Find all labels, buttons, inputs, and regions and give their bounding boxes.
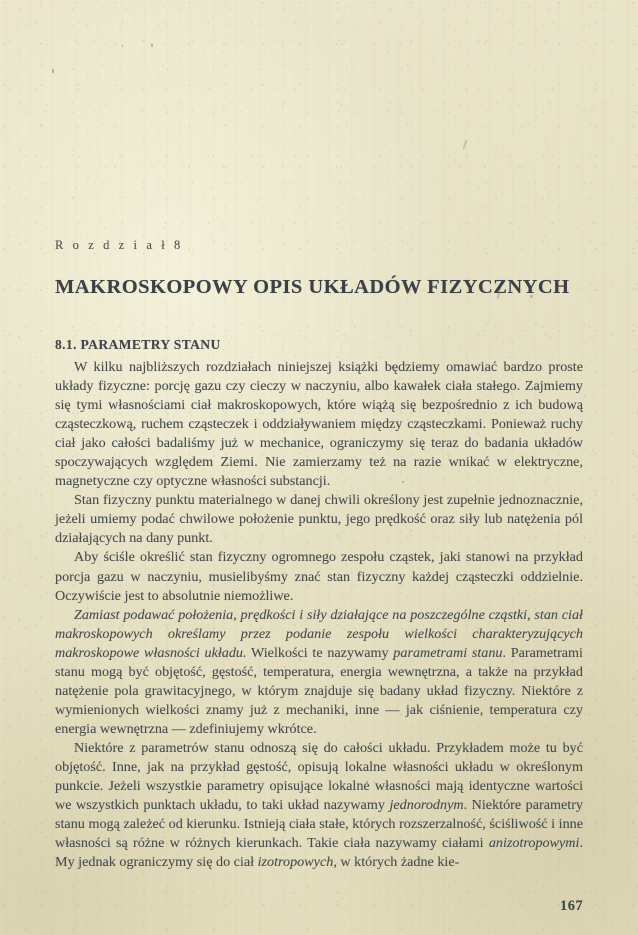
paragraph-text: . My jednak ograniczymy się do ciał [55, 835, 583, 871]
paragraph-text: . Niektóre parametry stanu mogą zależeć od kierunku. Istnieją ciała stałe, których rozszerzalność, ściśliwość i inne własności są różne w różnych kierunkach. Takie ciała nazywamy ciałami [55, 797, 583, 852]
paragraph [55, 548, 583, 605]
paragraph-text: Stan fizyczny punktu materialnego w danej chwili określony jest zupełnie jednoznacznie, jeżeli umiemy podać chwilowe położenie punktu, jego prędkość oraz siły lub natężenia pól działających na dany punkt. [55, 492, 583, 547]
body-text-block [55, 358, 583, 872]
paragraph-text: W kilku najbliższych rozdziałach niniejszej książki będziemy omawiać bardzo proste układy fizyczne: porcję gazu czy cieczy w naczyniu, albo kawałek ciała stałego. Zajmiemy się tymi własnościami ciał makroskopowych, które wiążą się bezpośrednio z ich budową cząsteczkową, ruchem cząsteczek i oddziaływaniem między cząsteczkami. Ponieważ ruchy ciał jako całości badaliśmy już w mechanice, ograniczymy się teraz do badania układów spoczywających względem Ziemi. Nie zamierzamy też na razie wnikać w elektryczne, magnetyczne czy optyczne własności substancji. [55, 359, 583, 490]
paragraph-emphasized-definition [55, 606, 583, 739]
term-izotropowych: izotropowych [257, 854, 334, 871]
chapter-title: MAKROSKOPOWY OPIS UKŁADÓW FIZYCZNYCH [55, 275, 570, 298]
paper-speck [122, 45, 123, 47]
paragraph [55, 358, 583, 491]
paragraph [55, 491, 583, 548]
paragraph-text: Wielkości te nazywamy [246, 644, 394, 661]
paragraph-text: Niektóre z parametrów stanu odnoszą się do całości układu. Przykładem może tu być objętość. Inne, jak na przykład gęstość, opisują lokalne własności układu w określonym punkcie. Jeżeli wszystkie parametry opisujące lokalne własności mają identyczne wartości we wszystkich punktach układu, to taki układ nazywamy [55, 739, 583, 814]
paragraph-text: . Parametrami stanu mogą być objętość, gęstość, temperatura, energia wewnętrzna, a także na przykład natężenie pola grawitacyjnego, w którym znajduje się badany układ fizyczny. Niektóre z wymienionych wielkości znamy już z mechaniki, inne — jak ciśnienie, temperatura czy energia wewnętrzna — zdefiniujemy wkrótce. [55, 644, 583, 737]
section-title: 8.1. PARAMETRY STANU [55, 337, 221, 353]
paragraph-text: , w których żadne kie- [333, 854, 460, 871]
paragraph-text: Aby ściśle określić stan fizyczny ogromnego zespołu cząstek, jaki stanowi na przykład porcja gazu w naczyniu, musielibyśmy znać stan fizyczny każdej cząsteczki oddzielnie. Oczywiście jest to absolutnie niemożliwe. [55, 549, 583, 604]
page-number: 167 [560, 898, 583, 914]
chapter-label: R o z d z i a ł 8 [55, 238, 184, 252]
paragraph-italic-lead: Zamiast podawać położenia, prędkości i siły działające na poszczególne cząstki, stan ciał makroskopowych określamy przez podanie zespołu wielkości charakteryzujących makroskopowe własności układu. [55, 606, 583, 661]
paper-speck [151, 44, 153, 47]
term-anizotropowymi: anizotropowymi [488, 835, 580, 852]
paper-speck [463, 140, 468, 149]
paragraph [55, 739, 583, 872]
paper-speck [52, 69, 54, 73]
term-jednorodnym: jednorodnym [389, 797, 464, 814]
term-parametry-stanu: parametrami stanu [393, 644, 503, 661]
